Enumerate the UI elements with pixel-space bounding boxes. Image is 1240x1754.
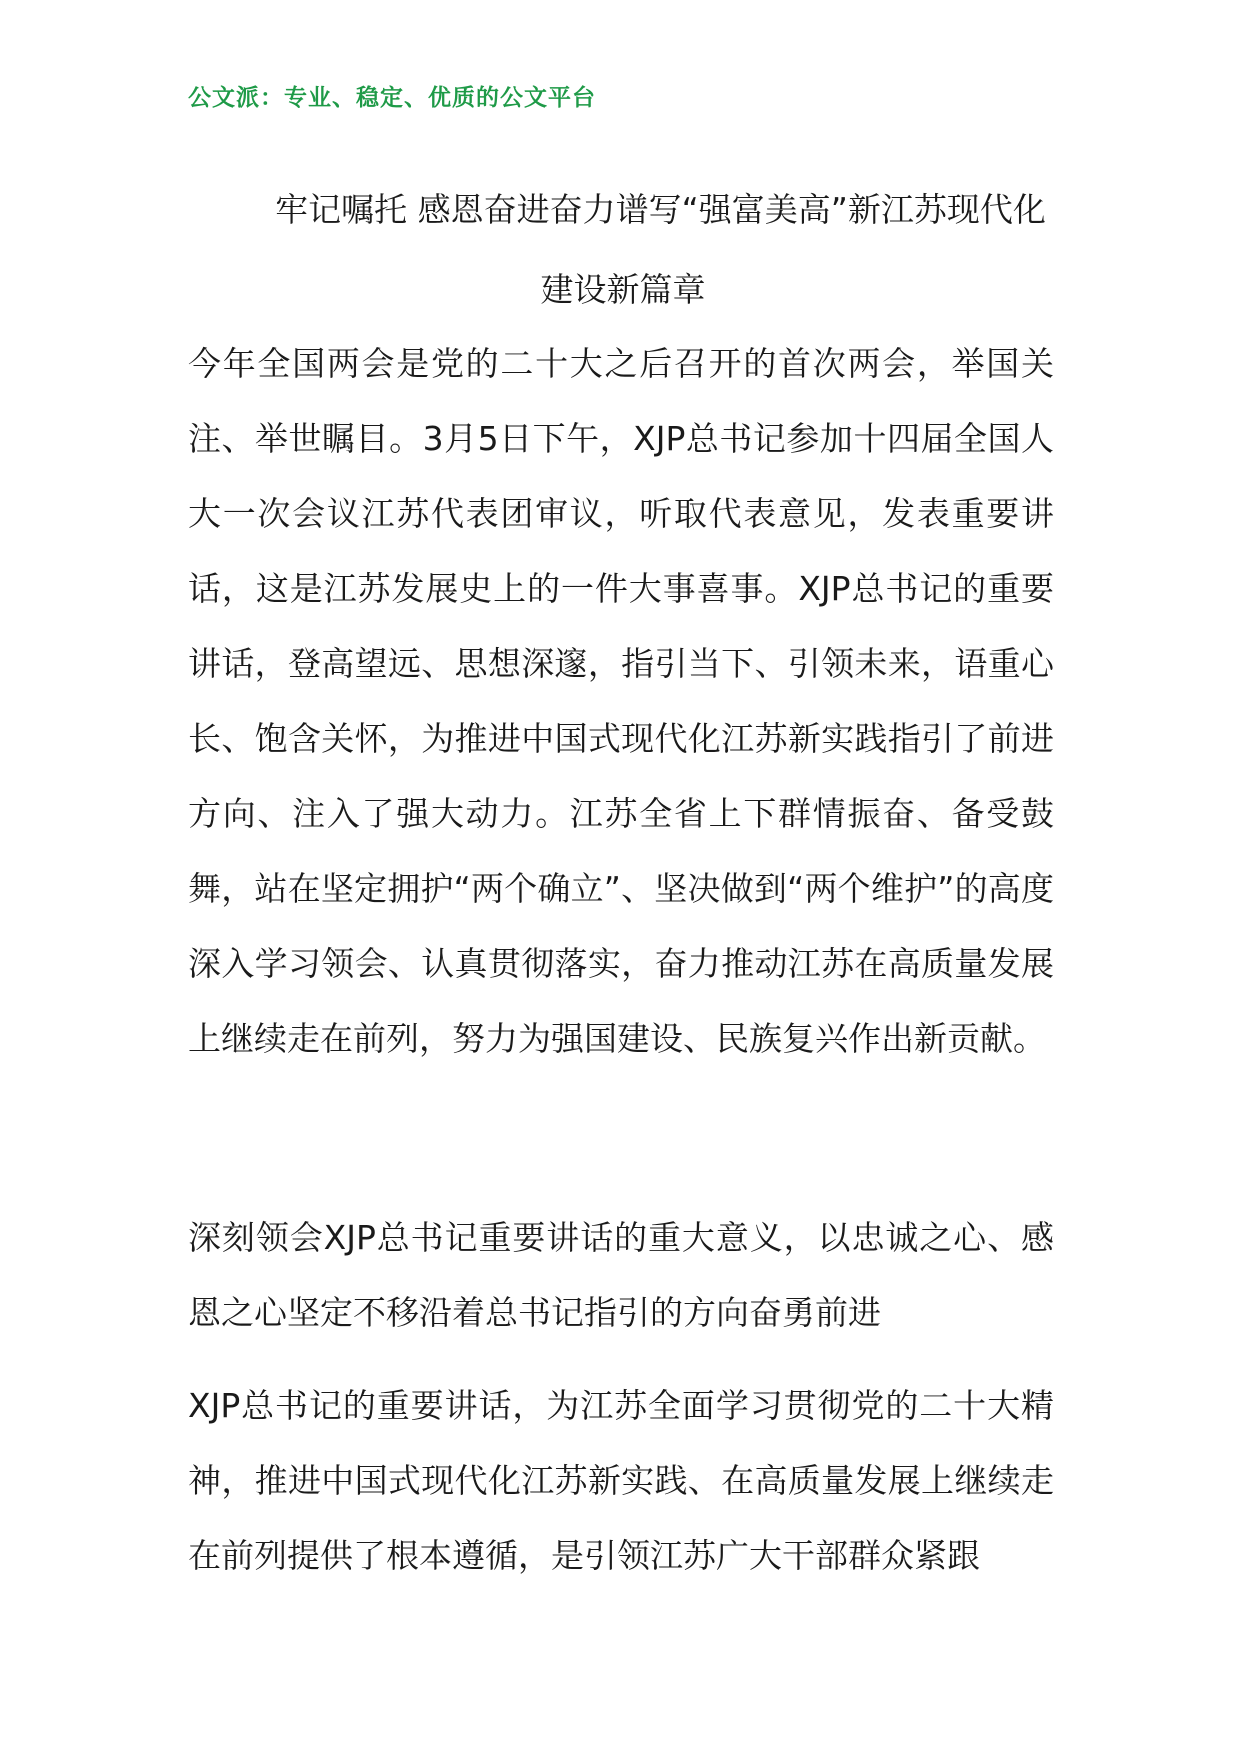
body-paragraph: 今年全国两会是党的二十大之后召开的首次两会，举国关注、举世瞩目。3月5日下午，XJP总书记参加十四届全国人大一次会议江苏代表团审议，听取代表意见，发表重要讲话，这是江苏发展史上的一件大事喜事。XJP总书记的重要讲话，登高望远、思想深邃，指引当下、引领未来，语重心长、饱含关怀，为推进中国式现代化江苏新实践指引了前进方向、注入了强大动力。江苏全省上下群情振奋、备受鼓舞，站在坚定拥护“两个确立”、坚决做到“两个维护”的高度深入学习领会、认真贯彻落实，奋力推动江苏在高质量发展上继续走在前列，努力为强国建设、民族复兴作出新贡献。: [188, 344, 1054, 1058]
body-paragraph: XJP总书记的重要讲话，为江苏全面学习贯彻党的二十大精神，推进中国式现代化江苏新实践、在高质量发展上继续走在前列提供了根本遵循，是引领江苏广大干部群众紧跟: [188, 1386, 1054, 1575]
section-heading: 深刻领会XJP总书记重要讲话的重大意义，以忠诚之心、感恩之心坚定不移沿着总书记指引的方向奋勇前进: [188, 1218, 1054, 1332]
document-title: 牢记嘱托 感恩奋进奋力谱写“强富美高”新江苏现代化建设新篇章: [275, 190, 1046, 309]
header-brand-text: 公文派：专业、稳定、优质的公文平台: [188, 84, 596, 111]
